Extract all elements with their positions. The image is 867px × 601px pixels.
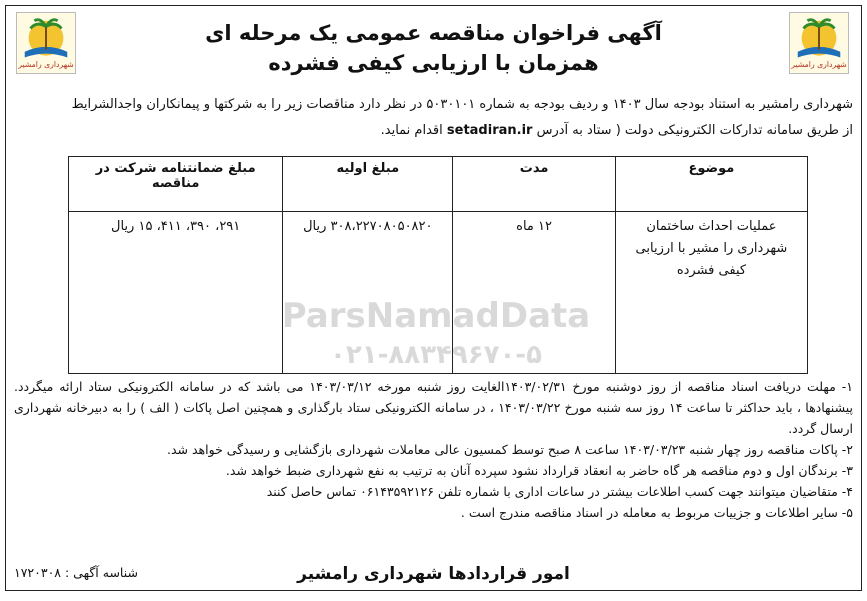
title-line-2: همزمان با ارزیابی کیفی فشرده xyxy=(268,51,599,75)
ad-id: شناسه آگهی : ۱۷۲۰۳۰۸ xyxy=(14,565,138,580)
svg-text:شهرداری رامشیر: شهرداری رامشیر xyxy=(791,60,847,70)
intro-line-2-end: اقدام نماید. xyxy=(380,123,443,138)
municipality-logo-right xyxy=(789,12,849,74)
condition-item-2: ۲- پاکات مناقصه روز چهار شنبه ۱۴۰۳/۰۳/۲۳ ساعت ۸ صبح توسط کمسیون عالی معاملات شهرداری بازگشایی و رسیدگی خواهد شد. xyxy=(167,442,853,457)
intro-line-1: شهرداری رامشیر به استناد بودجه سال ۱۴۰۳ و ردیف بودجه به شماره ۵۰۳۰۱۰۱ در نظر دارد مناقصات زیر را به شرکتها و پیمانکاران واجدالشرایط xyxy=(71,97,853,112)
conditions-list xyxy=(14,376,853,523)
municipality-logo-left xyxy=(16,12,76,74)
tender-notice xyxy=(5,5,862,591)
condition-item-5: ۵- سایر اطلاعات و جزییات مربوط به معامله در اسناد مناقصه مندرج است . xyxy=(460,505,853,520)
cell-initial-amount: ۳۰۸،۲۲۷۰۸۰۵۰۸۲۰ ریال xyxy=(283,212,453,374)
notice-title xyxy=(156,18,711,78)
cell-guarantee-amount: ۲۹۱، ۳۹۰، ۴۱۱، ۱۵ ریال xyxy=(69,212,283,374)
cell-subject: عملیات احداث ساختمان شهرداری را مشیر با ارزیابی کیفی فشرده xyxy=(615,212,807,374)
header-guarantee-amount: مبلغ ضمانتنامه شرکت در مناقصه xyxy=(69,157,283,212)
title-line-1: آگهی فراخوان مناقصه عمومی یک مرحله ای xyxy=(205,21,662,45)
table-header-row xyxy=(69,157,808,212)
setadiran-link[interactable]: setadiran.ir xyxy=(446,123,533,138)
watermark-main: ParsNamadData xyxy=(281,296,591,336)
intro-paragraph xyxy=(14,92,853,144)
header-initial-amount: مبلغ اولیه xyxy=(283,157,453,212)
issuer-signature: امور قراردادها شهرداری رامشیر xyxy=(297,564,570,584)
condition-item-3: ۳- برندگان اول و دوم مناقصه هر گاه حاضر به انعقاد قرارداد نشود سپرده آنان به ترتیب به نفع شهرداری ضبط خواهد شد. xyxy=(225,463,853,478)
condition-item-4: ۴- متقاضیان میتوانند جهت کسب اطلاعات بیشتر در ساعات اداری با شماره تلفن ۰۶۱۴۳۵۹۲۱۲۶ تماس حاصل کنند xyxy=(266,484,853,499)
palm-tree-icon xyxy=(790,13,848,73)
palm-tree-icon xyxy=(17,13,75,73)
cell-duration: ۱۲ ماه xyxy=(453,212,616,374)
intro-line-2 xyxy=(14,118,853,144)
header-subject: موضوع xyxy=(615,157,807,212)
intro-line-2-start: از طریق سامانه تدارکات الکترونیکی دولت ( ستاد به آدرس xyxy=(536,123,853,138)
tender-table xyxy=(68,156,808,374)
table-row xyxy=(69,212,808,374)
header-duration: مدت xyxy=(453,157,616,212)
condition-item-1: ۱- مهلت دریافت اسناد مناقصه از روز دوشنبه مورخ ۱۴۰۳/۰۲/۳۱الغایت روز شنبه مورخه ۱۴۰۳/۰۳/۱۲ می باشد که در سامانه الکترونیکی ستاد ارائه میگردد. پیشنهادها ، باید حداکثر تا ساعت ۱۴ روز سه شنبه مورخ ۱۴۰۳/۰۳/۲۲ ، در سامانه الکترونیکی ستاد بارگذاری و همچنین اصل پاکات ( الف ) را به دبیرخانه شهرداری ارسال گردد. xyxy=(14,379,853,436)
watermark-phone: ۰۲۱-۸۸۳۴۹۶۷۰-۵ xyxy=(329,340,542,370)
svg-text:شهرداری رامشیر: شهرداری رامشیر xyxy=(18,60,74,70)
